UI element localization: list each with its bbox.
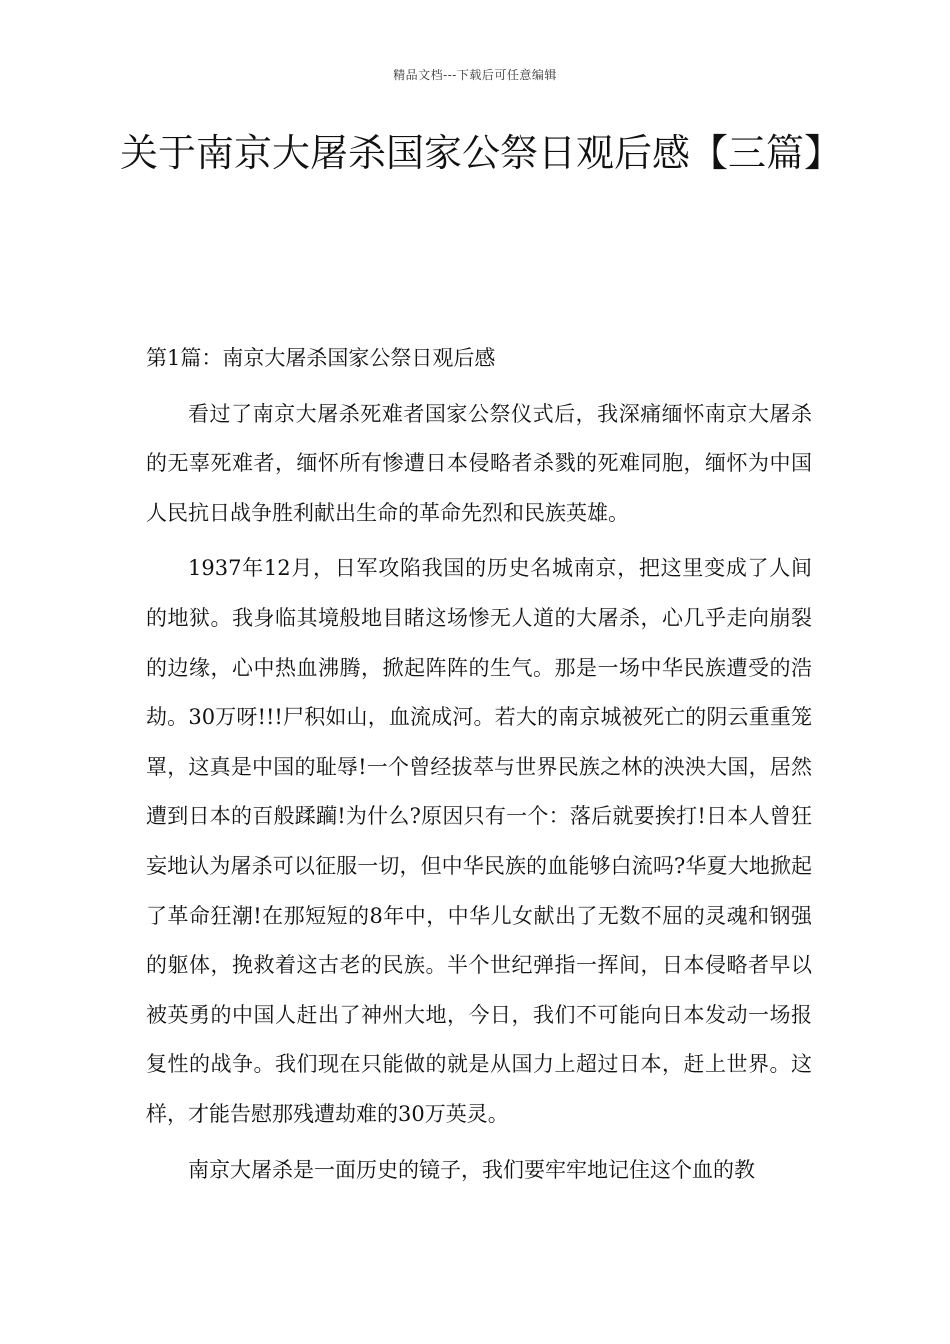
document-title: 关于南京大屠杀国家公祭日观后感【三篇】 [120, 131, 843, 175]
paragraph-2: 1937年12月，日军攻陷我国的历史名城南京，把这里变成了人间的地狱。我身临其境般地目睹这场惨无人道的大屠杀，心几乎走向崩裂的边缘，心中热血沸腾，掀起阵阵的生气。那是一场中华民族遭受的浩劫。30万呀!!!尸积如山，血流成河。若大的南京城被死亡的阴云重重笼罩，这真是中国的耻辱!一个曾经拔萃与世界民族之林的泱泱大国，居然遭到日本的百般蹂躏!为什么?原因只有一个：落后就要挨打!日本人曾狂妄地认为屠杀可以征服一切，但中华民族的血能够白流吗?华夏大地掀起了革命狂潮!在那短短的8年中，中华儿女献出了无数不屈的灵魂和钢强的躯体，挽救着这古老的民族。半个世纪弹指一挥间，日本侵略者早以被英勇的中国人赶出了神州大地，今日，我们不可能向日本发动一场报复性的战争。我们现在只能做的就是从国力上超过日本，赶上世界。这样，才能告慰那残遭劫难的30万英灵。 [146, 556, 812, 1126]
document-body [146, 334, 812, 1201]
paragraph-3: 南京大屠杀是一面历史的镜子，我们要牢牢地记住这个血的教 [188, 1157, 755, 1182]
header-note: 精品文档---下载后可任意编辑 [393, 68, 557, 82]
paragraph-1: 看过了南京大屠杀死难者国家公祭仪式后，我深痛缅怀南京大屠杀的无辜死难者，缅怀所有惨遭日本侵略者杀戮的死难同胞，缅怀为中国人民抗日战争胜利献出生命的革命先烈和民族英雄。 [146, 401, 812, 525]
section-heading: 第1篇：南京大屠杀国家公祭日观后感 [146, 346, 496, 370]
